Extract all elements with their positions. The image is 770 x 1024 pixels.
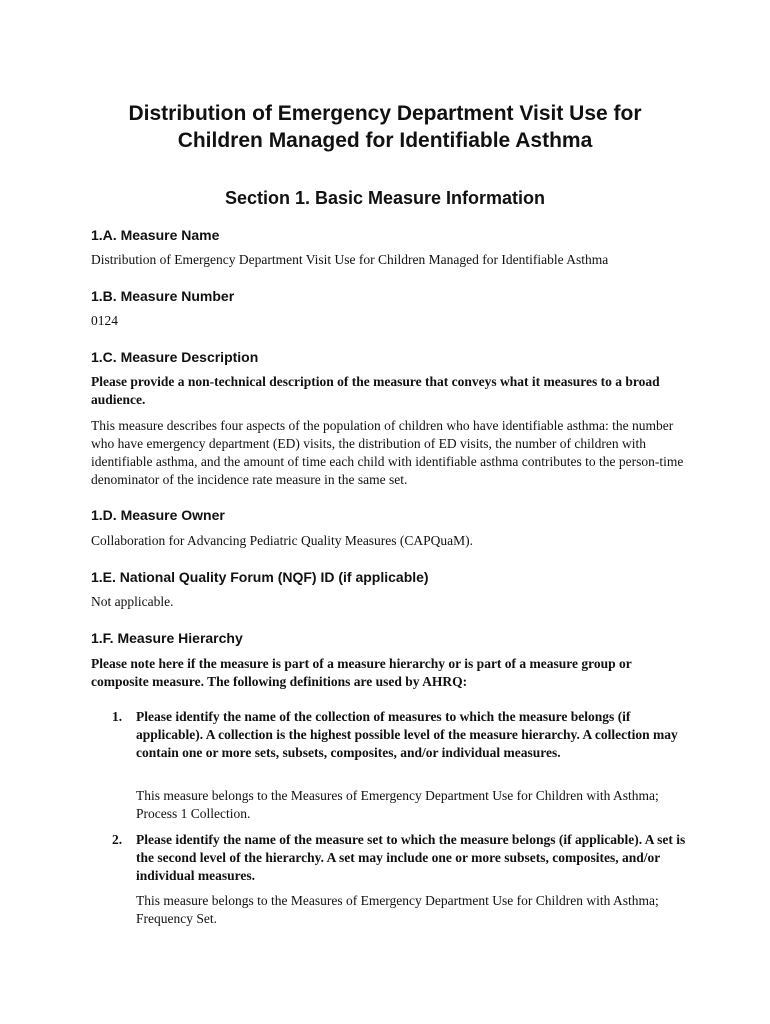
measure-number-text: 0124 xyxy=(91,313,118,328)
document-title-line-1: Distribution of Emergency Department Visit Use for xyxy=(128,102,642,125)
nqf-id-text: Not applicable. xyxy=(91,594,174,609)
measure-hierarchy-heading: 1.F. Measure Hierarchy xyxy=(91,630,243,646)
measure-name-text: Distribution of Emergency Department Visit Use for Children Managed for Identifiable Asthma xyxy=(91,252,609,267)
document-title xyxy=(60,100,710,154)
measure-description-prompt: Please provide a non-technical description of the measure that conveys what it measures to a broad audience. xyxy=(91,374,660,407)
nqf-id-heading: 1.E. National Quality Forum (NQF) ID (if applicable) xyxy=(91,569,429,585)
hierarchy-item-number: 2. xyxy=(112,832,123,847)
document-title-line-2: Children Managed for Identifiable Asthma xyxy=(177,129,593,152)
hierarchy-item-question: Please identify the name of the measure set to which the measure belongs (if applicable). A set is the second level of the hierarchy. A set may include one or more subsets, composites, and/or individual measures. xyxy=(136,832,686,883)
measure-description-text: This measure describes four aspects of the population of children who have identifiable asthma: the number who have emergency department (ED) visits, the distribution of ED visits, the number of children with identifiable asthma, and the amount of time each child with identifiable asthma contributes to the person-time denominator of the incidence rate measure in the same set. xyxy=(91,418,684,487)
hierarchy-item-number: 1. xyxy=(112,709,123,724)
measure-number-heading: 1.B. Measure Number xyxy=(91,288,235,304)
measure-hierarchy-prompt: Please note here if the measure is part of a measure hierarchy or is part of a measure group or composite measure. The following definitions are used by AHRQ: xyxy=(91,656,632,689)
measure-owner-text: Collaboration for Advancing Pediatric Quality Measures (CAPQuaM). xyxy=(91,533,474,548)
measure-name-heading: 1.A. Measure Name xyxy=(91,227,220,243)
hierarchy-item-question: Please identify the name of the collection of measures to which the measure belongs (if applicable). A collection is the highest possible level of the measure hierarchy. A collection may contain one or more sets, subsets, composites, and/or individual measures. xyxy=(136,709,678,760)
hierarchy-item-answer: This measure belongs to the Measures of Emergency Department Use for Children with Asthma; Frequency Set. xyxy=(136,893,659,926)
measure-description-heading: 1.C. Measure Description xyxy=(91,349,259,365)
section-title: Section 1. Basic Measure Information xyxy=(224,188,546,208)
measure-owner-heading: 1.D. Measure Owner xyxy=(91,507,225,523)
hierarchy-item-answer: This measure belongs to the Measures of Emergency Department Use for Children with Asthma; Process 1 Collection. xyxy=(136,788,659,821)
